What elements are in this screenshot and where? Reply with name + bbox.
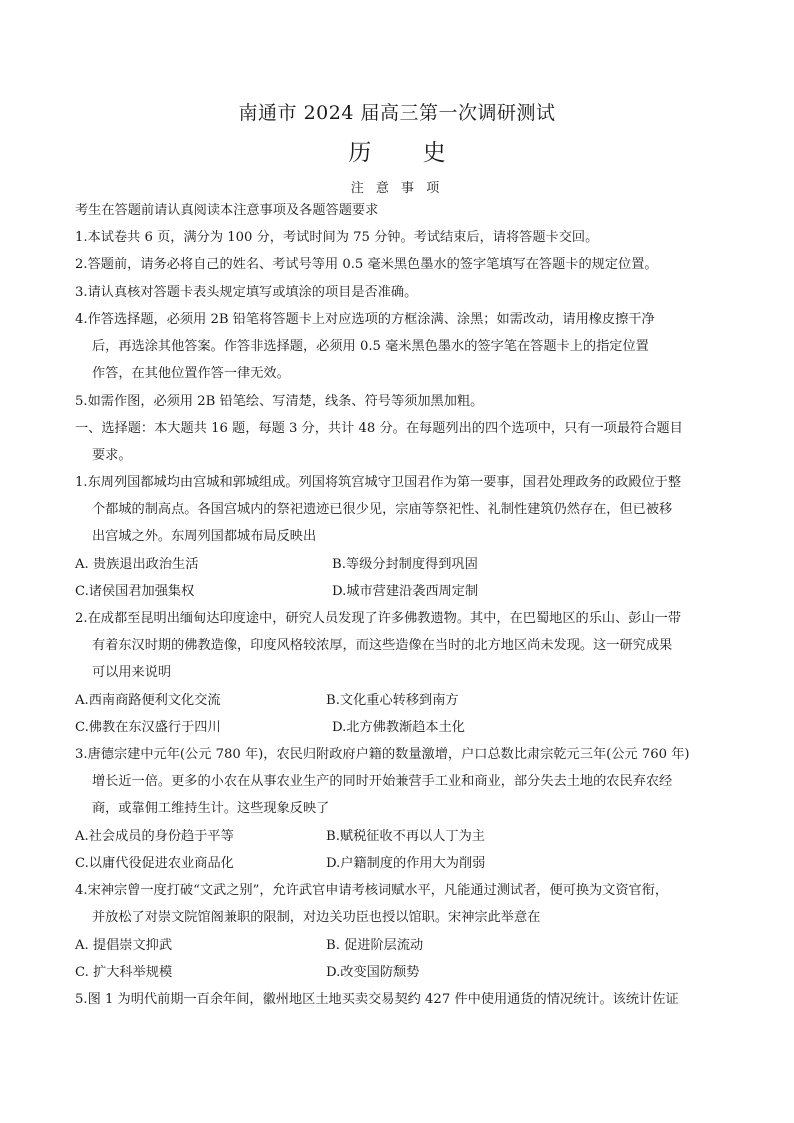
- q4-stem-line-2: 并放松了对崇文院馆阁兼职的限制，对边关功臣也授以馆职。宋神宗此举意在: [92, 910, 541, 925]
- notice-item-4-line-2: 后，再选涂其他答案。作答非选择题，必须用 0.5 毫米黑色墨水的签字笔在答题卡上的指定位置: [92, 339, 649, 354]
- notice-item-5: 5.如需作图，必须用 2B 铅笔绘、写清楚，线条、符号等须加黑加粗。: [75, 394, 484, 409]
- exam-title: 南通市 2024 届高三第一次调研测试: [238, 102, 556, 124]
- notice-intro: 考生在答题前请认真阅读本注意事项及各题答题要求: [75, 203, 379, 218]
- q3-stem-line-3: 商，或靠佣工维持生计。这些现象反映了: [92, 801, 330, 816]
- q4-option-c: C. 扩大科举规模: [75, 965, 173, 980]
- q2-stem-line-2: 有着东汉时期的佛教造像，印度风格较浓厚，而这些造像在当时的北方地区尚未发现。这一研究成果: [92, 638, 673, 653]
- q2-option-d: D.北方佛教渐趋本土化: [332, 720, 465, 735]
- q3-option-a: A.社会成员的身份趋于平等: [75, 829, 234, 844]
- q3-option-c: C.以庸代役促进农业商品化: [75, 856, 234, 871]
- q2-option-a: A.西南商路便利文化交流: [75, 693, 221, 708]
- q3-stem-line-2: 增长近一倍。更多的小农在从事农业生产的同时开始兼营手工业和商业，部分失去土地的农民弃农经: [92, 774, 673, 789]
- q1-option-a: A. 贵族退出政治生活: [75, 557, 199, 572]
- q3-stem-line-1: 3.唐德宗建中元年(公元 780 年)，农民归附政府户籍的数量激增，户口总数比肃宗乾元三年(公元 760 年): [75, 747, 690, 762]
- notice-item-2: 2.答题前，请务必将自己的姓名、考试号等用 0.5 毫米黑色墨水的签字笔填写在答题卡的规定位置。: [75, 257, 658, 272]
- q4-option-d: D.改变国防颓势: [326, 965, 420, 980]
- q1-option-b: B.等级分封制度得到巩固: [332, 557, 478, 572]
- q3-option-b: B.赋税征收不再以人丁为主: [326, 829, 485, 844]
- section-heading-line-1: 一、选择题：本大题共 16 题，每题 3 分，共计 48 分。在每题列出的四个选项中，只有一项最符合题目: [75, 421, 683, 436]
- q2-stem-line-1: 2.在成都至昆明出缅甸达印度途中，研究人员发现了许多佛教遗物。其中，在巴蜀地区的乐山、彭山一带: [75, 611, 682, 626]
- q2-stem-line-3: 可以用来说明: [92, 665, 172, 680]
- q1-stem-line-2: 个都城的制高点。各国宫城内的祭祀遗迹已很少见，宗庙等祭祀性、礼制性建筑仍然存在，但已被移: [92, 502, 673, 517]
- q1-stem-line-1: 1.东周列国都城均由宫城和郭城组成。列国将筑宫城守卫国君作为第一要事，国君处理政务的政殿位于整: [75, 475, 682, 490]
- notice-item-4-line-3: 作答，在其他位置作答一律无效。: [92, 366, 290, 381]
- q1-option-d: D.城市营建沿袭西周定制: [332, 584, 479, 599]
- q5-stem-line-1: 5.图 1 为明代前期一百余年间，徽州地区土地买卖交易契约 427 件中使用通货的情况统计。该统计佐证: [75, 992, 679, 1007]
- q4-option-a: A. 提倡崇文抑武: [75, 938, 173, 953]
- notice-item-3: 3.请认真核对答题卡表头规定填写或填涂的项目是否准确。: [75, 285, 418, 300]
- q1-option-c: C.诸侯国君加强集权: [75, 584, 195, 599]
- notice-heading: 注 意 事 项: [350, 181, 444, 196]
- section-heading-line-2: 要求。: [92, 448, 132, 463]
- q1-stem-line-3: 出宫城之外。东周列国都城布局反映出: [92, 529, 317, 544]
- q2-option-c: C.佛教在东汉盛行于四川: [75, 720, 221, 735]
- notice-item-1: 1.本试卷共 6 页，满分为 100 分，考试时间为 75 分钟。考试结束后，请将答题卡交回。: [75, 230, 599, 245]
- subject-title: 历 史: [348, 140, 468, 166]
- q4-stem-line-1: 4.宋神宗曾一度打破“文武之别”，允许武官申请考核词赋水平，凡能通过测试者，便可换为文资官衔，: [75, 883, 669, 898]
- q2-option-b: B.文化重心转移到南方: [326, 693, 459, 708]
- q3-option-d: D.户籍制度的作用大为削弱: [326, 856, 486, 871]
- notice-item-4-line-1: 4.作答选择题，必须用 2B 铅笔将答题卡上对应选项的方框涂满、涂黑；如需改动，请用橡皮擦干净: [75, 312, 655, 327]
- q4-option-b: B. 促进阶层流动: [326, 938, 424, 953]
